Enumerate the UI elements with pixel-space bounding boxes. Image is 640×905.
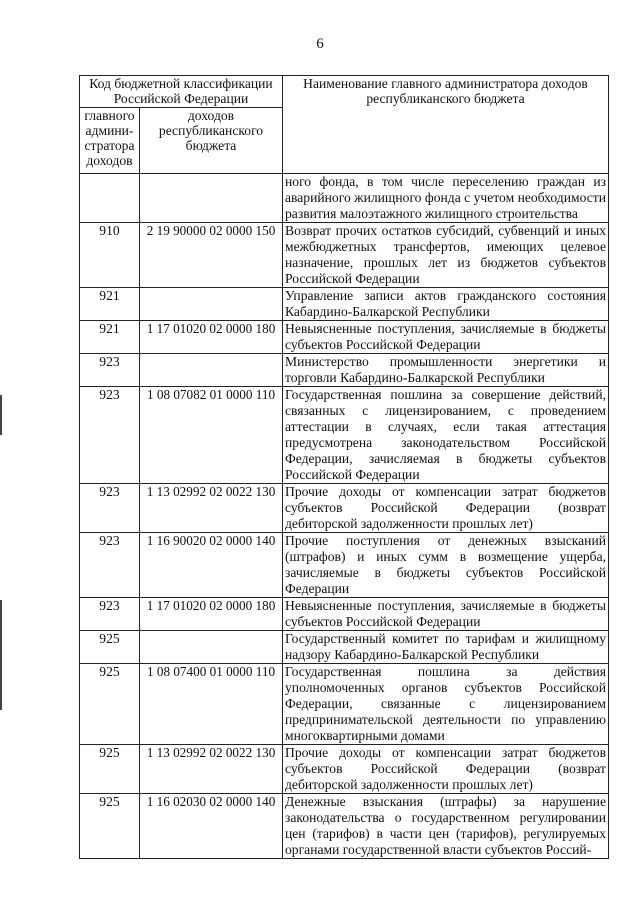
administrator-name-cell: ного фонда, в том числе переселению граждан из аварийного жилищного фонда с учетом необходимости развития малоэтажного жилищного строительства	[283, 174, 609, 223]
administrator-name-cell: Прочие доходы от компенсации затрат бюджетов субъектов Российской Федерации (возврат дебиторской задолженности прошлых лет)	[283, 484, 609, 533]
admin-code-cell: 923	[80, 484, 140, 533]
admin-code-cell: 910	[80, 223, 140, 288]
administrator-name-cell: Прочие поступления от денежных взысканий (штрафов) и иных сумм в возмещение ущерба, зачисляемые в бюджеты субъектов Российской Федерации	[283, 533, 609, 598]
income-code-cell: 1 17 01020 02 0000 180	[140, 598, 283, 631]
administrator-name-cell: Государственная пошлина за действия уполномоченных органов субъектов Российской Федерации, связанные с лицензированием предпринимательской деятельности по управлению многоквартирными домами	[283, 664, 609, 745]
income-code-cell: 2 19 90000 02 0000 150	[140, 223, 283, 288]
income-code-cell: 1 08 07400 01 0000 110	[140, 664, 283, 745]
administrator-name-cell: Невыясненные поступления, зачисляемые в бюджеты субъектов Российской Федерации	[283, 598, 609, 631]
income-code-cell	[140, 354, 283, 387]
administrator-name-cell: Управление записи актов гражданского состояния Кабардино-Балкарской Республики	[283, 288, 609, 321]
admin-code-cell: 925	[80, 631, 140, 664]
administrator-name-cell: Государственный комитет по тарифам и жилищному надзору Кабардино-Балкарской Республики	[283, 631, 609, 664]
income-code-cell: 1 16 02030 02 0000 140	[140, 794, 283, 859]
table-row	[80, 484, 609, 533]
table-row	[80, 174, 609, 223]
table-row	[80, 354, 609, 387]
income-code-cell: 1 13 02992 02 0022 130	[140, 745, 283, 794]
administrator-name-cell: Денежные взыскания (штрафы) за нарушение законодательства о государственном регулировании цен (тарифов) в части цен (тарифов), регулируемых органами государственной власти субъектов Россий-	[283, 794, 609, 859]
admin-code-cell: 923	[80, 598, 140, 631]
income-code-cell: 1 08 07082 01 0000 110	[140, 387, 283, 484]
table-row	[80, 533, 609, 598]
table-row	[80, 794, 609, 859]
table-row	[80, 288, 609, 321]
administrator-name-cell: Прочие доходы от компенсации затрат бюджетов субъектов Российской Федерации (возврат дебиторской задолженности прошлых лет)	[283, 745, 609, 794]
income-code-cell	[140, 288, 283, 321]
admin-code-cell: 923	[80, 354, 140, 387]
income-code-cell: 1 17 01020 02 0000 180	[140, 321, 283, 354]
admin-code-cell: 925	[80, 664, 140, 745]
table-row	[80, 321, 609, 354]
table-header	[80, 76, 609, 174]
header-income-code: доходов республиканского бюджета	[140, 108, 283, 174]
scan-edge-mark	[0, 395, 2, 435]
administrator-name-cell: Возврат прочих остатков субсидий, субвенций и иных межбюджетных трансфертов, имеющих целевое назначение, прошлых лет из бюджетов субъектов Российской Федерации	[283, 223, 609, 288]
table-row	[80, 387, 609, 484]
table-row	[80, 631, 609, 664]
administrator-name-cell: Государственная пошлина за совершение действий, связанных с лицензированием, с проведением аттестации в случаях, если такая аттестация предусмотрена законодательством Российской Федерации, зачисляемая в бюджеты субъектов Российской Федерации	[283, 387, 609, 484]
income-code-cell	[140, 174, 283, 223]
table-row	[80, 664, 609, 745]
table-row	[80, 598, 609, 631]
scan-edge-mark	[0, 600, 2, 710]
income-code-cell: 1 13 02992 02 0022 130	[140, 484, 283, 533]
admin-code-cell: 921	[80, 288, 140, 321]
table-row	[80, 223, 609, 288]
admin-code-cell: 921	[80, 321, 140, 354]
header-classification-group: Код бюджетной классификации Российской Федерации	[80, 76, 283, 108]
admin-code-cell	[80, 174, 140, 223]
table-row	[80, 745, 609, 794]
page-number: 6	[316, 36, 324, 52]
table-body	[80, 174, 609, 859]
budget-classification-table	[79, 75, 609, 859]
header-administrator-name: Наименование главного администратора доходов республиканского бюджета	[283, 76, 609, 174]
income-code-cell: 1 16 90020 02 0000 140	[140, 533, 283, 598]
admin-code-cell: 925	[80, 745, 140, 794]
income-code-cell	[140, 631, 283, 664]
header-admin-code: главного админи-стратора доходов	[80, 108, 140, 174]
admin-code-cell: 923	[80, 533, 140, 598]
administrator-name-cell: Министерство промышленности энергетики и торговли Кабардино-Балкарской Республики	[283, 354, 609, 387]
admin-code-cell: 923	[80, 387, 140, 484]
admin-code-cell: 925	[80, 794, 140, 859]
administrator-name-cell: Невыясненные поступления, зачисляемые в бюджеты субъектов Российской Федерации	[283, 321, 609, 354]
